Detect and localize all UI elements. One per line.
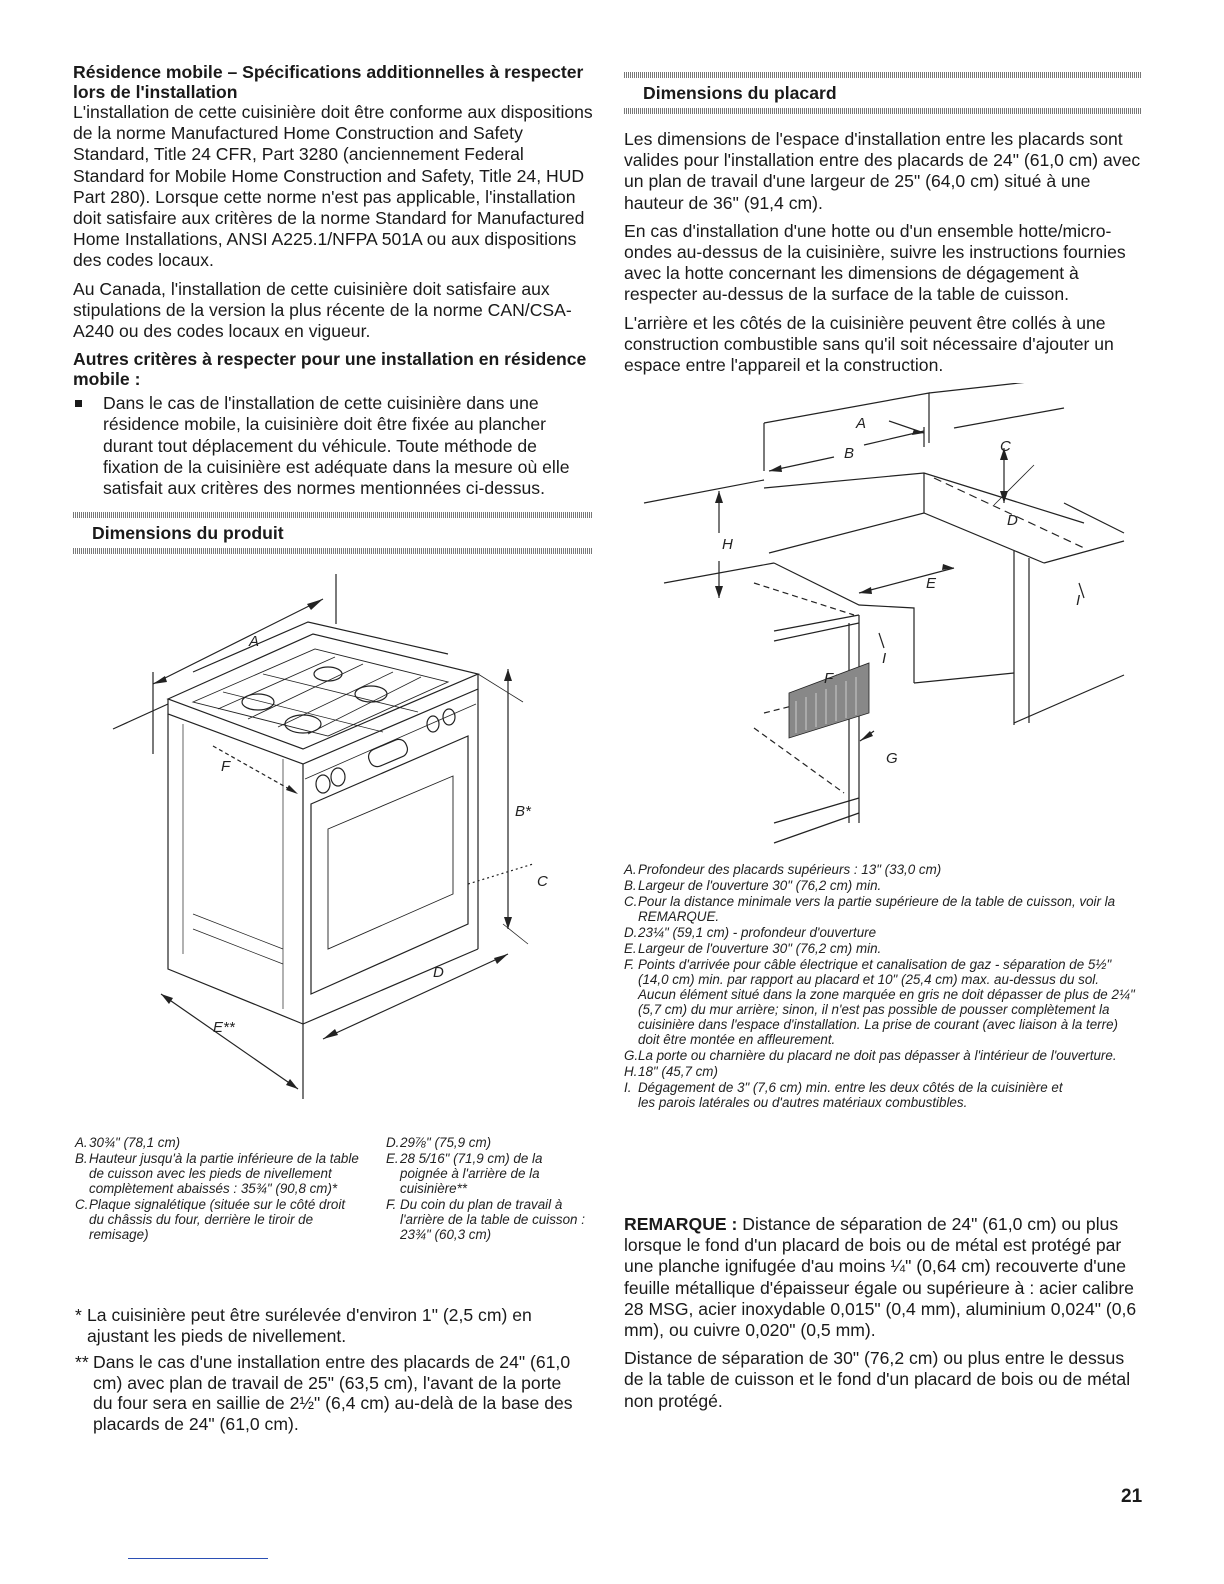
range-label-c: C (537, 873, 548, 891)
cabinet-paragraph-3: L'arrière et les côtés de la cuisinière peuvent être collés à une construction combustible sans qu'il soit nécessaire d'ajouter un espace entre l'appareil et la construction. (624, 312, 1114, 376)
note-leveling: * La cuisinière peut être surélevée d'environ 1" (2,5 cm) en ajustant les pieds de nivellement. (75, 1305, 532, 1346)
cabinet-label-g: G (886, 750, 898, 768)
cabinet-label-d: D (1007, 512, 1018, 530)
mobile-criteria-bullet (73, 393, 593, 499)
mobile-home-paragraph-2: Au Canada, l'installation de cette cuisinière doit satisfaire aux stipulations de la version la plus récente de la norme CAN/CSA-A240 ou des codes locaux en vigueur. (73, 278, 572, 342)
page-number: 21 (1121, 1486, 1143, 1507)
product-dimensions-heading: Dimensions du produit (92, 523, 284, 544)
note-cabinet-projection: ** Dans le cas d'une installation entre des placards de 24" (61,0 cm) avec plan de travail de 25" (63,5 cm), l'avant de la porte du four sera en saillie de 2½" (6,4 cm) au-delà de la base des placards de 24" (61,0 cm). (75, 1352, 573, 1434)
legend-item-a: A. 30¾" (78,1 cm) (75, 1135, 181, 1150)
cabinet-dimensions-heading: Dimensions du placard (643, 83, 837, 103)
cabinet-label-i-right: I (1076, 592, 1081, 610)
cabinet-label-h: H (722, 536, 733, 554)
mobile-criteria-bullet-text: Dans le cas de l'installation de cette cuisinière dans une résidence mobile, la cuisinière doit être fixée au plancher durant tout déplacement du véhicule. Toute méthode de fixation de la cuisinière est adéquate dans la mesure où elle satisfait aux critères des normes mentionnées ci-dessus. (103, 393, 570, 499)
cabinet-legend-d: D. 23¼" (59,1 cm) - profondeur d'ouverture (624, 925, 877, 940)
legend-item-d: D. 29⅞" (75,9 cm) (386, 1135, 492, 1150)
product-notes (75, 1305, 575, 1440)
final-paragraph: Distance de séparation de 30" (76,2 cm) ou plus entre le dessus de la table de cuisson et le fond d'un placard de bois ou de métal non protégé. (624, 1348, 1131, 1411)
hatch-rule-top (624, 72, 1141, 78)
legend-item-b: B. Hauteur jusqu'à la partie inférieure de la table de cuisson avec les pieds de nivellement complètement abaissés : 35¾" (90,8 cm)* (75, 1151, 359, 1196)
cabinet-dimensions-header (624, 72, 1141, 114)
cabinet-label-e: E (926, 575, 937, 593)
product-legend-col-2 (386, 1135, 591, 1243)
legend-item-f: F. Du coin du plan de travail à l'arrière de la table de cuisson : 23¾" (60,3 cm) (386, 1197, 585, 1242)
remarque-block (624, 1214, 1141, 1419)
mobile-home-heading: Résidence mobile – Spécifications additionnelles à respecter lors de l'installation (73, 62, 584, 102)
left-column (73, 62, 593, 1434)
range-label-e: E** (213, 1019, 235, 1037)
cabinet-legend-g: G. La porte ou charnière du placard ne doit pas dépasser à l'intérieur de l'ouverture. (624, 1048, 1117, 1063)
cabinet-legend-e: E. Largeur de l'ouverture 30" (76,2 cm) min. (624, 941, 882, 956)
range-label-d: D (433, 964, 444, 982)
remarque-paragraph (624, 1214, 1141, 1341)
cabinet-label-f: F (824, 670, 834, 688)
right-column (624, 62, 1141, 1411)
cabinet-label-a: A (856, 415, 867, 433)
cabinet-legend-f: F. Points d'arrivée pour câble électrique et canalisation de gaz - séparation de 5½" (14,0 cm) min. par rapport au placard et 10" (25,4 cm) max. au-dessus du sol. Aucun élément situé dans la zone marquée en gris ne doit dépasser de plus de 2¼" (5,7 cm) du mur arrière; sinon, il n'est pas possible de pousser complètement la cuisinière dans l'espace d'installation. La prise de courant (avec liaison à la terre) doit être montée en affleurement. (624, 957, 1135, 1047)
cabinet-label-b: B (844, 445, 855, 463)
cabinet-legend-i: I. Dégagement de 3" (7,6 cm) min. entre les deux côtés de la cuisinière et les parois latérales ou d'autres matériaux combustibles. (624, 1080, 1063, 1110)
cabinet-label-i-left: I (882, 650, 887, 668)
legend-item-c: C. Plaque signalétique (située sur le côté droit du châssis du four, derrière le tiroir de remisage) (75, 1197, 346, 1242)
range-label-f: F (221, 758, 231, 776)
cabinet-legend (624, 862, 1135, 1111)
cabinet-paragraph-2: En cas d'installation d'une hotte ou d'un ensemble hotte/micro-ondes au-dessus de la cuisinière, suivre les instructions fournies avec la hotte concernant les dimensions de dégagement à respecter au-dessus de la surface de la table de cuisson. (624, 220, 1126, 305)
mobile-criteria-heading: Autres critères à respecter pour une installation en résidence mobile : (73, 349, 587, 390)
range-dimensions-diagram (53, 554, 573, 1124)
product-dimensions-header (73, 512, 593, 554)
legend-item-e: E. 28 5/16" (71,9 cm) de la poignée à l'arrière de la cuisinière** (386, 1151, 543, 1196)
range-label-b: B* (515, 803, 531, 821)
cabinet-legend-h: H. 18" (45,7 cm) (624, 1064, 718, 1079)
product-legend-col-1 (75, 1135, 365, 1243)
hatch-rule-top (73, 512, 593, 518)
remarque-label: REMARQUE : (624, 1214, 738, 1234)
cabinet-legend-c: C. Pour la distance minimale vers la partie supérieure de la table de cuisson, voir la REMARQUE. (624, 894, 1116, 924)
cabinet-dimensions-diagram (624, 383, 1141, 868)
cabinet-legend-b: B. Largeur de l'ouverture 30" (76,2 cm) min. (624, 878, 882, 893)
cabinet-paragraph-1: Les dimensions de l'espace d'installation entre les placards sont valides pour l'installation entre des placards de 24" (61,0 cm) avec un plan de travail d'une largeur de 25" (64,0 cm) situé à une hauteur de 36" (91,4 cm). (624, 129, 1141, 213)
footer-rule (128, 1558, 268, 1559)
range-label-a: A (249, 633, 260, 651)
mobile-home-paragraph-1: L'installation de cette cuisinière doit être conforme aux dispositions de la norme Manufactured Home Construction and Safety Standard, Title 24 CFR, Part 3280 (anciennement Federal Standard for Mobile Home Construction and Safety, Title 24, HUD Part 280). Lorsque cette norme n'est pas applicable, l'installation doit satisfaire aux critères de la norme Standard for Manufactured Home Installations, ANSI A225.1/NFPA 501A ou aux dispositions des codes locaux. (73, 102, 593, 271)
cabinet-legend-a: A. Profondeur des placards supérieurs : 13" (33,0 cm) (624, 862, 942, 877)
cabinet-label-c: C (1000, 438, 1011, 456)
bullet-square-icon (75, 400, 82, 407)
remarque-text: Distance de séparation de 24" (61,0 cm) ou plus lorsque le fond d'un placard de bois ou de métal est protégé par une planche ignifugée d'au moins ¼" (0,64 cm) recouverte d'une feuille métallique d'épaisseur égale ou supérieure à : acier calibre 28 MSG, acier inoxydable 0,015" (0,4 mm), aluminium 0,024" (0,6 mm), ou cuivre 0,020" (0,5 mm). (624, 1214, 1137, 1341)
